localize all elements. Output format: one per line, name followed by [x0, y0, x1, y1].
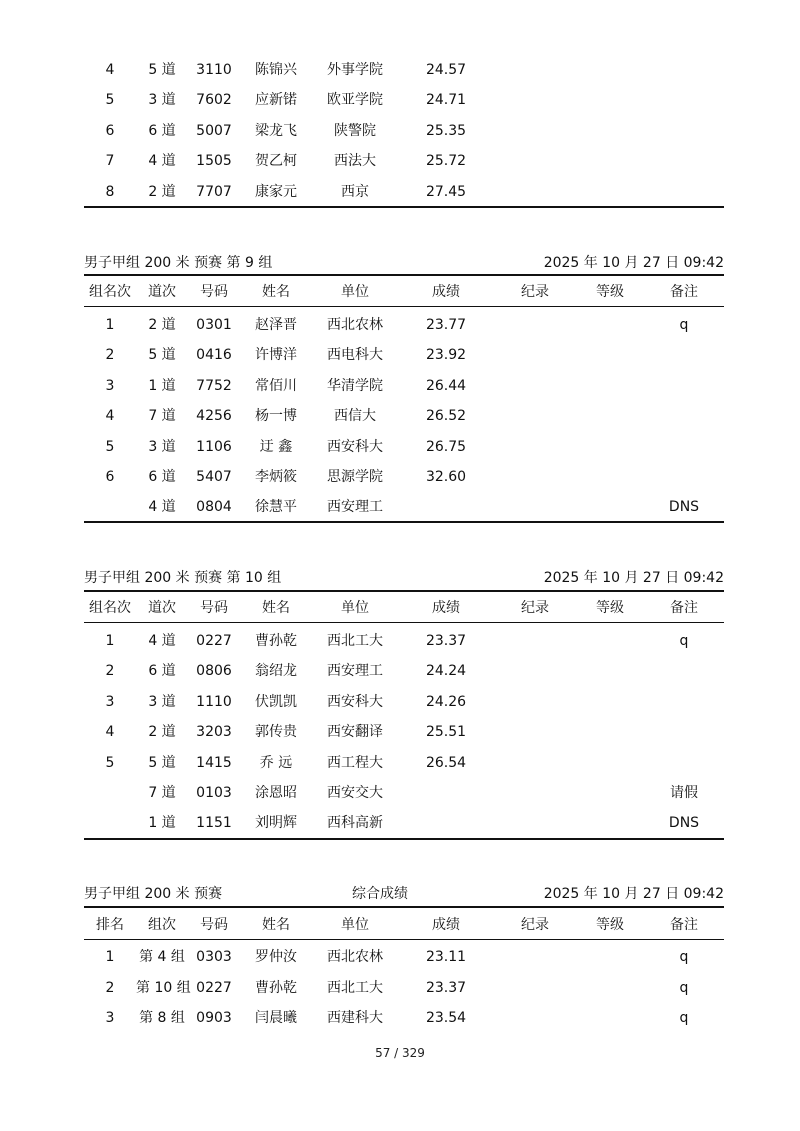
unit-cell: 思源学院: [327, 469, 383, 485]
table-bottom-rule: [84, 838, 724, 840]
overall-label: 综合成绩: [352, 886, 408, 902]
note-cell: q: [679, 633, 689, 649]
name-cell: 乔 远: [259, 754, 293, 771]
unit-cell: 西京: [341, 183, 369, 200]
note-cell: [644, 85, 724, 115]
bib-cell: 1151: [196, 815, 232, 832]
record-cell: [494, 146, 576, 176]
lane-cell: 5 道: [148, 347, 176, 364]
name-cell: 杨一博: [255, 408, 297, 425]
note-cell: 备注: [670, 284, 698, 300]
record-cell: [494, 656, 576, 686]
result-cell: 23.92: [425, 347, 467, 364]
name-cell: 郭传贵: [255, 724, 297, 741]
lane-cell: 2 道: [148, 183, 176, 200]
table-row: [84, 177, 724, 207]
note-cell: DNS: [668, 815, 700, 832]
result-cell: 25.35: [425, 122, 467, 139]
unit-cell: 西安科大: [327, 693, 383, 710]
result-cell: 成绩: [432, 917, 460, 933]
result-cell: 23.77: [425, 317, 467, 333]
heat-timestamp: 2025 年 10 月 27 日 09:42: [543, 255, 724, 271]
overall-timestamp: 2025 年 10 月 27 日 09:42: [543, 886, 724, 902]
lane-cell: 3 道: [148, 693, 176, 710]
bib-cell: 0903: [196, 1010, 232, 1027]
bib-cell: 1505: [196, 153, 232, 170]
result-cell: [398, 778, 494, 808]
table-row: [84, 371, 724, 401]
note-cell: [644, 717, 724, 747]
name-cell: 闫晨曦: [255, 1010, 297, 1027]
bib-cell: 7752: [196, 377, 232, 394]
table-row: [84, 116, 724, 146]
rank-cell: [84, 492, 136, 522]
record-cell: [494, 717, 576, 747]
record-cell: 纪录: [521, 917, 549, 933]
result-cell: 26.44: [425, 377, 467, 394]
lane-cell: 6 道: [148, 663, 176, 680]
record-cell: [494, 116, 576, 146]
unit-cell: 西法大: [334, 153, 376, 170]
note-cell: 备注: [670, 917, 698, 933]
result-cell: 24.57: [425, 62, 467, 78]
result-cell: [398, 808, 494, 838]
lane-cell: 道次: [148, 600, 176, 616]
note-cell: q: [679, 317, 689, 333]
rank-cell: 4: [105, 62, 115, 78]
table-row: [84, 401, 724, 431]
name-cell: 应新锘: [255, 92, 297, 109]
note-cell: DNS: [668, 499, 700, 516]
rank-cell: 6: [105, 122, 115, 139]
table-row: [84, 748, 724, 778]
name-cell: 曹孙乾: [255, 633, 297, 649]
record-cell: [494, 778, 576, 808]
note-cell: q: [679, 949, 689, 965]
grade-cell: [576, 748, 644, 778]
rank-cell: 1: [105, 949, 115, 965]
record-cell: [494, 310, 576, 340]
bib-cell: 5007: [196, 122, 232, 139]
rank-cell: 8: [105, 183, 115, 200]
bib-cell: 1106: [196, 438, 232, 455]
table-row: [84, 492, 724, 522]
table-row: [84, 310, 724, 340]
unit-cell: 西安理工: [327, 499, 383, 516]
name-cell: 梁龙飞: [255, 122, 297, 139]
lane-cell: 4 道: [148, 633, 176, 649]
rank-cell: 6: [105, 469, 115, 485]
bib-cell: 号码: [200, 917, 228, 933]
name-cell: 康家元: [255, 183, 297, 200]
name-cell: 刘明辉: [255, 815, 297, 832]
bib-cell: 0227: [196, 633, 232, 649]
rank-cell: 排名: [96, 917, 124, 933]
note-cell: [644, 177, 724, 207]
grade-cell: [576, 432, 644, 462]
table-row: [84, 687, 724, 717]
lane-cell: 3 道: [148, 92, 176, 109]
result-cell: 23.37: [425, 979, 467, 996]
heat-timestamp: 2025 年 10 月 27 日 09:42: [543, 570, 724, 586]
lane-cell: 1 道: [148, 377, 176, 394]
record-cell: [494, 626, 576, 656]
bib-cell: 1415: [196, 754, 232, 771]
lane-cell: 道次: [148, 284, 176, 300]
header-rule: [84, 622, 724, 623]
lane-cell: 第 8 组: [139, 1010, 185, 1027]
lane-cell: 7 道: [148, 408, 176, 425]
grade-cell: [576, 808, 644, 838]
record-cell: [494, 687, 576, 717]
rank-cell: 4: [105, 724, 115, 741]
grade-cell: [576, 116, 644, 146]
bib-cell: 0416: [196, 347, 232, 364]
lane-cell: 1 道: [148, 815, 176, 832]
unit-cell: 西信大: [334, 408, 376, 425]
bib-cell: 号码: [200, 284, 228, 300]
note-cell: [644, 432, 724, 462]
note-cell: [644, 340, 724, 370]
header-rule: [84, 939, 724, 940]
grade-cell: [576, 717, 644, 747]
rank-cell: [84, 778, 136, 808]
unit-cell: 西安科大: [327, 438, 383, 455]
grade-cell: [576, 85, 644, 115]
note-cell: [644, 55, 724, 85]
table-top-rule: [84, 590, 724, 592]
rank-cell: 1: [105, 633, 115, 649]
unit-cell: 西北农林: [327, 317, 383, 333]
bib-cell: 号码: [200, 600, 228, 616]
record-cell: 纪录: [521, 284, 549, 300]
grade-cell: [576, 340, 644, 370]
result-cell: 27.45: [425, 183, 467, 200]
unit-cell: 单位: [341, 284, 369, 300]
overall-title: 男子甲组 200 米 预赛: [84, 886, 223, 902]
note-cell: q: [679, 979, 689, 996]
unit-cell: 陕警院: [334, 122, 376, 139]
grade-cell: [576, 1003, 644, 1033]
record-cell: [494, 85, 576, 115]
table-row: [84, 55, 724, 85]
header-row: [84, 277, 724, 307]
bib-cell: 3203: [196, 724, 232, 741]
lane-cell: 4 道: [148, 153, 176, 170]
unit-cell: 华清学院: [327, 377, 383, 394]
table-row: [84, 85, 724, 115]
result-cell: 24.24: [425, 663, 467, 680]
table-row: [84, 942, 724, 972]
grade-cell: [576, 778, 644, 808]
name-cell: 徐慧平: [255, 499, 297, 516]
name-cell: 姓名: [262, 917, 290, 933]
rank-cell: [84, 808, 136, 838]
grade-cell: [576, 55, 644, 85]
heat-title: 男子甲组 200 米 预赛 第 9 组: [84, 255, 273, 271]
table-bottom-rule: [84, 521, 724, 523]
lane-cell: 第 10 组: [136, 979, 191, 996]
result-cell: 26.52: [425, 408, 467, 425]
record-cell: [494, 1003, 576, 1033]
grade-cell: [576, 177, 644, 207]
record-cell: [494, 492, 576, 522]
record-cell: 纪录: [521, 600, 549, 616]
bib-cell: 0303: [196, 949, 232, 965]
table-row: [84, 973, 724, 1003]
grade-cell: 等级: [596, 284, 624, 300]
result-cell: [398, 492, 494, 522]
unit-cell: 西电科大: [327, 347, 383, 364]
table-top-rule: [84, 906, 724, 908]
record-cell: [494, 462, 576, 492]
grade-cell: [576, 371, 644, 401]
record-cell: [494, 942, 576, 972]
result-cell: 25.72: [425, 153, 467, 170]
table-row: [84, 626, 724, 656]
bib-cell: 5407: [196, 469, 232, 485]
name-cell: 贺乙柯: [255, 153, 297, 170]
bib-cell: 0301: [196, 317, 232, 333]
name-cell: 罗仲汝: [255, 949, 297, 965]
note-cell: [644, 401, 724, 431]
result-cell: 23.37: [425, 633, 467, 649]
rank-cell: 2: [105, 979, 115, 996]
record-cell: [494, 401, 576, 431]
unit-cell: 外事学院: [327, 62, 383, 78]
record-cell: [494, 432, 576, 462]
table-row: [84, 462, 724, 492]
bib-cell: 0103: [196, 785, 232, 801]
note-cell: [644, 462, 724, 492]
rank-cell: 5: [105, 438, 115, 455]
unit-cell: 西安翻译: [327, 724, 383, 741]
rank-cell: 3: [105, 1010, 115, 1027]
table-row: [84, 1003, 724, 1033]
note-cell: [644, 687, 724, 717]
lane-cell: 4 道: [148, 499, 176, 516]
lane-cell: 3 道: [148, 438, 176, 455]
note-cell: 请假: [670, 785, 698, 801]
unit-cell: 西建科大: [327, 1010, 383, 1027]
grade-cell: [576, 626, 644, 656]
rank-cell: 组名次: [89, 284, 131, 300]
result-cell: 26.54: [425, 754, 467, 771]
unit-cell: 西北工大: [327, 979, 383, 996]
grade-cell: [576, 462, 644, 492]
record-cell: [494, 748, 576, 778]
rank-cell: 7: [105, 153, 115, 170]
note-cell: [644, 371, 724, 401]
note-cell: [644, 656, 724, 686]
name-cell: 迂 鑫: [259, 438, 293, 455]
grade-cell: [576, 401, 644, 431]
header-row: [84, 910, 724, 940]
lane-cell: 2 道: [148, 724, 176, 741]
grade-cell: [576, 687, 644, 717]
table-row: [84, 432, 724, 462]
record-cell: [494, 55, 576, 85]
bib-cell: 0227: [196, 979, 232, 996]
rank-cell: 组名次: [89, 600, 131, 616]
unit-cell: 西北工大: [327, 633, 383, 649]
header-rule: [84, 306, 724, 307]
grade-cell: 等级: [596, 600, 624, 616]
rank-cell: 2: [105, 663, 115, 680]
bib-cell: 0804: [196, 499, 232, 516]
result-cell: 25.51: [425, 724, 467, 741]
bib-cell: 1110: [196, 693, 232, 710]
rank-cell: 2: [105, 347, 115, 364]
header-row: [84, 593, 724, 623]
result-cell: 成绩: [432, 600, 460, 616]
result-cell: 24.26: [425, 693, 467, 710]
unit-cell: 西安交大: [327, 785, 383, 801]
lane-cell: 2 道: [148, 317, 176, 333]
result-cell: 26.75: [425, 438, 467, 455]
bib-cell: 7602: [196, 92, 232, 109]
lane-cell: 6 道: [148, 122, 176, 139]
name-cell: 赵泽晋: [255, 317, 297, 333]
table-row: [84, 656, 724, 686]
grade-cell: [576, 146, 644, 176]
unit-cell: 单位: [341, 917, 369, 933]
name-cell: 伏凯凯: [255, 693, 297, 710]
note-cell: [644, 146, 724, 176]
table-bottom-rule: [84, 206, 724, 208]
rank-cell: 3: [105, 377, 115, 394]
unit-cell: 欧亚学院: [327, 92, 383, 109]
unit-cell: 西工程大: [327, 754, 383, 771]
table-row: [84, 340, 724, 370]
name-cell: 翁绍龙: [255, 663, 297, 680]
rank-cell: 5: [105, 754, 115, 771]
table-row: [84, 808, 724, 838]
unit-cell: 西北农林: [327, 949, 383, 965]
table-row: [84, 717, 724, 747]
lane-cell: 5 道: [148, 754, 176, 771]
unit-cell: 西安理工: [327, 663, 383, 680]
lane-cell: 6 道: [148, 469, 176, 485]
grade-cell: [576, 973, 644, 1003]
name-cell: 涂恩昭: [255, 785, 297, 801]
rank-cell: 1: [105, 317, 115, 333]
name-cell: 姓名: [262, 284, 290, 300]
rank-cell: 3: [105, 693, 115, 710]
record-cell: [494, 808, 576, 838]
result-cell: 24.71: [425, 92, 467, 109]
name-cell: 曹孙乾: [255, 979, 297, 996]
unit-cell: 西科高新: [327, 815, 383, 832]
grade-cell: [576, 310, 644, 340]
bib-cell: 7707: [196, 183, 232, 200]
unit-cell: 单位: [341, 600, 369, 616]
table-row: [84, 778, 724, 808]
result-cell: 成绩: [432, 284, 460, 300]
name-cell: 许博洋: [255, 347, 297, 364]
page-number: 57 / 329: [375, 1046, 425, 1060]
grade-cell: [576, 492, 644, 522]
grade-cell: [576, 942, 644, 972]
table-row: [84, 146, 724, 176]
name-cell: 姓名: [262, 600, 290, 616]
name-cell: 陈锦兴: [255, 62, 297, 78]
lane-cell: 第 4 组: [139, 949, 185, 965]
name-cell: 李炳筱: [255, 469, 297, 485]
note-cell: q: [679, 1010, 689, 1027]
grade-cell: [576, 656, 644, 686]
bib-cell: 4256: [196, 408, 232, 425]
record-cell: [494, 973, 576, 1003]
result-cell: 23.11: [425, 949, 467, 965]
bib-cell: 0806: [196, 663, 232, 680]
result-cell: 23.54: [425, 1010, 467, 1027]
note-cell: 备注: [670, 600, 698, 616]
record-cell: [494, 177, 576, 207]
lane-cell: 组次: [148, 917, 176, 933]
bib-cell: 3110: [196, 62, 232, 78]
name-cell: 常佰川: [255, 377, 297, 394]
record-cell: [494, 340, 576, 370]
lane-cell: 5 道: [148, 62, 176, 78]
lane-cell: 7 道: [148, 785, 176, 801]
note-cell: [644, 748, 724, 778]
record-cell: [494, 371, 576, 401]
heat-title: 男子甲组 200 米 预赛 第 10 组: [84, 570, 282, 586]
note-cell: [644, 116, 724, 146]
rank-cell: 4: [105, 408, 115, 425]
grade-cell: 等级: [596, 917, 624, 933]
result-cell: 32.60: [425, 469, 467, 485]
table-top-rule: [84, 274, 724, 276]
rank-cell: 5: [105, 92, 115, 109]
